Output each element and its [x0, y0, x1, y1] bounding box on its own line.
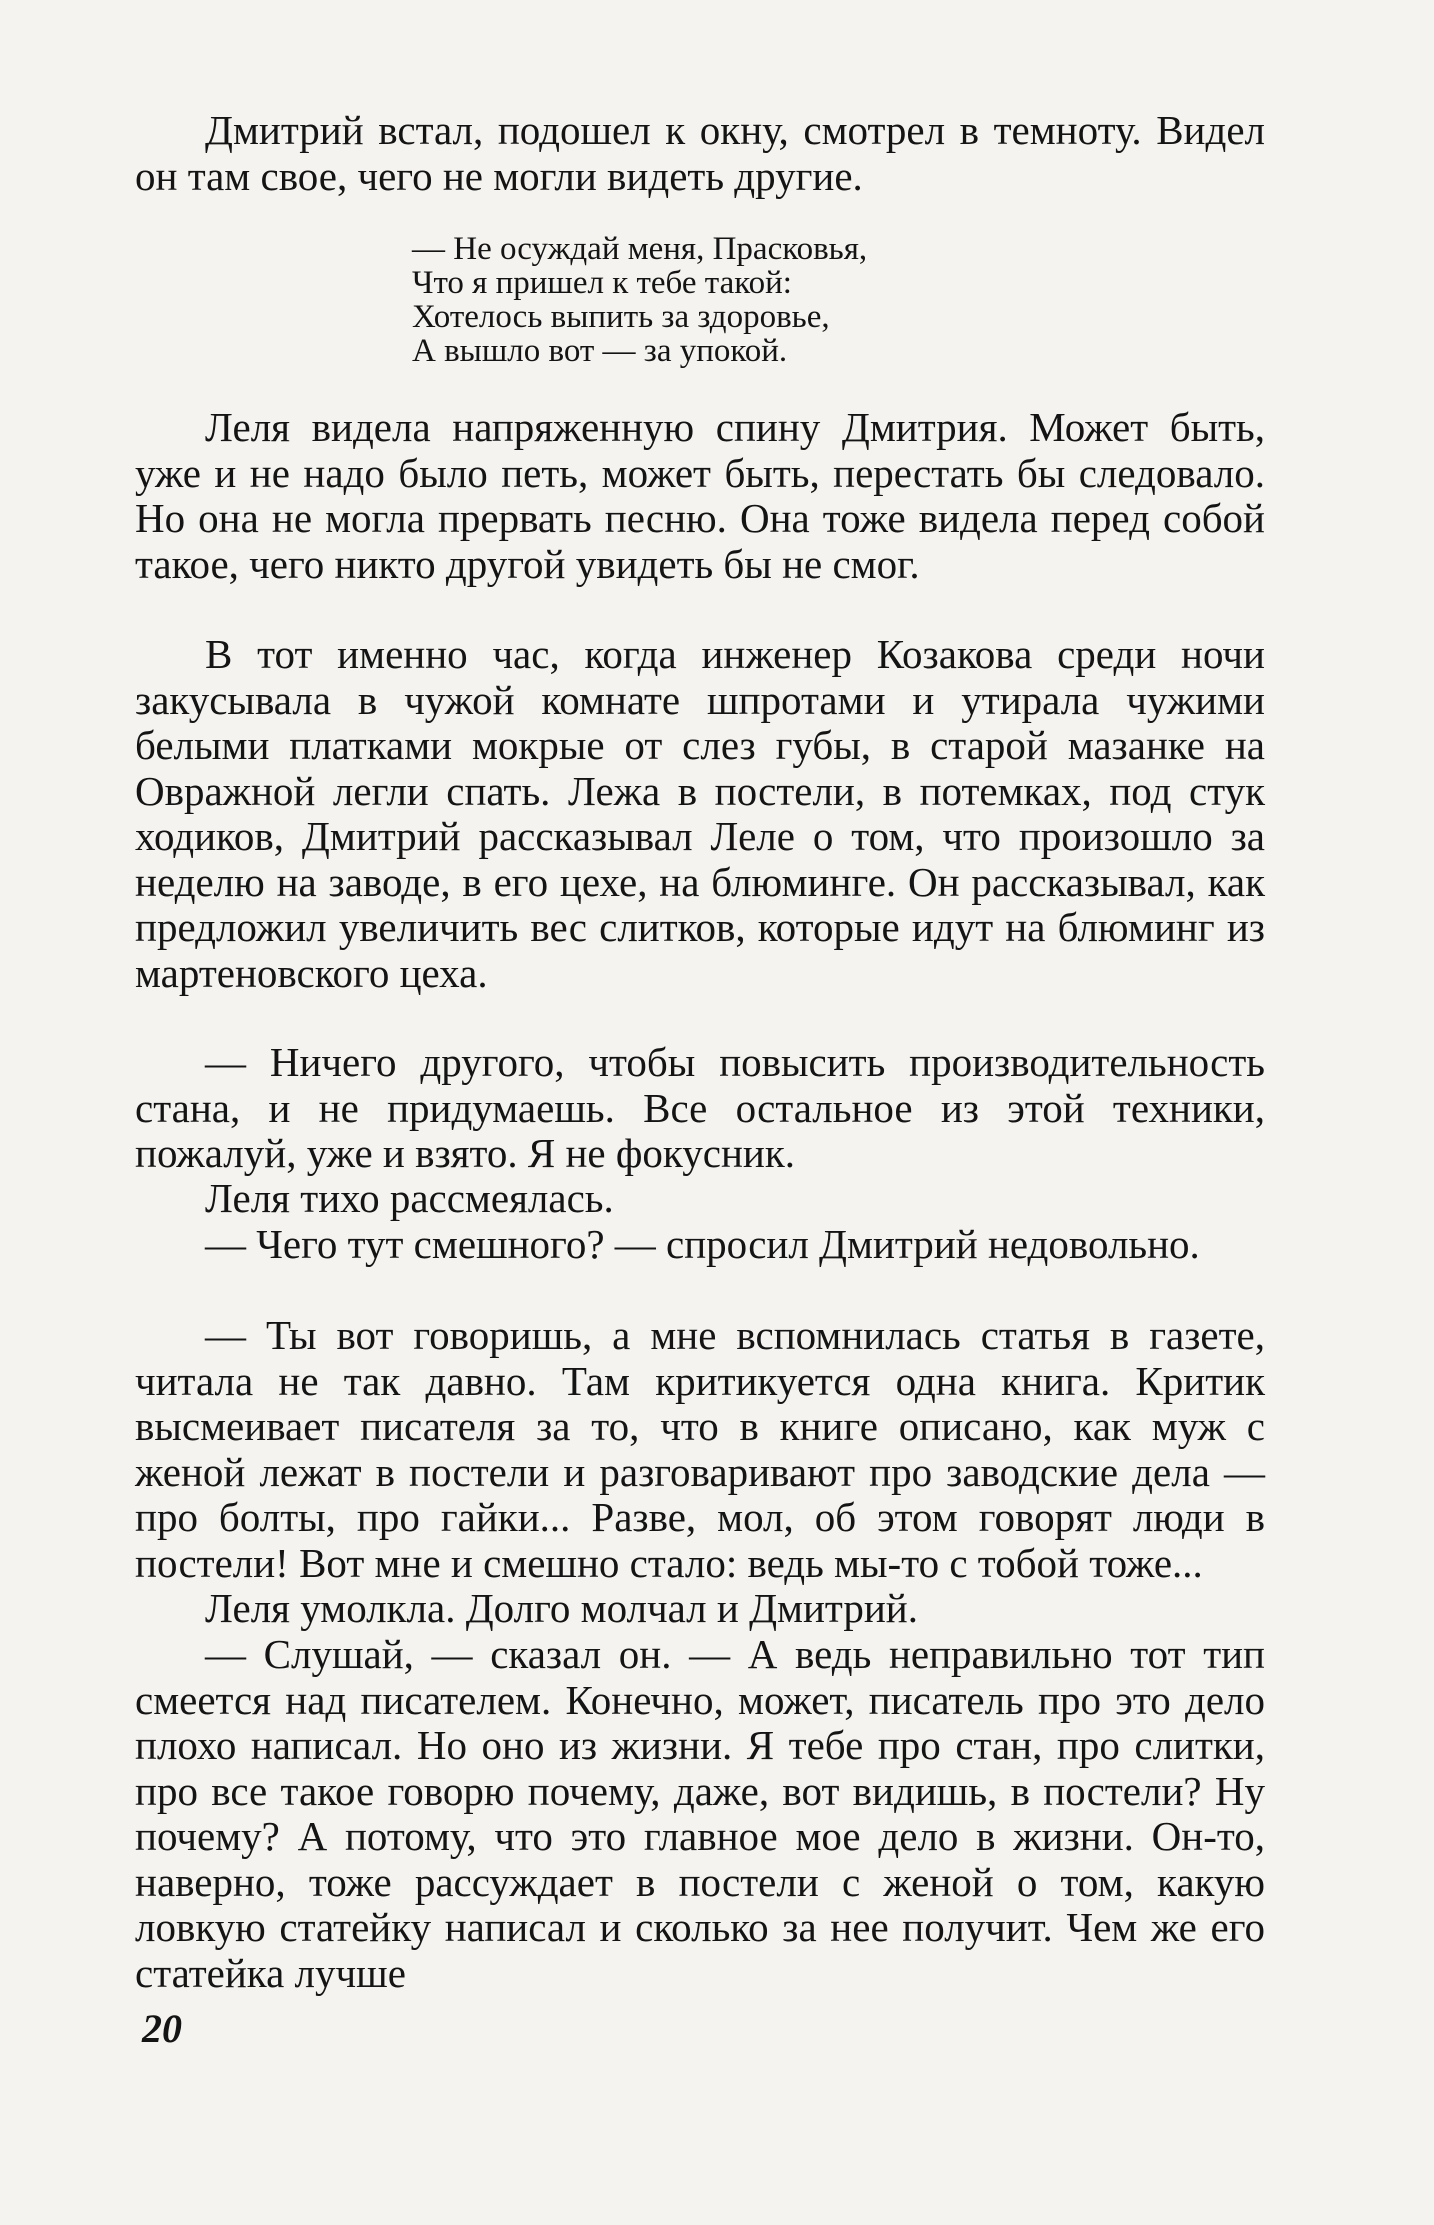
paragraph-whats-funny: — Чего тут смешного? — спросил Дмитрий недовольно. [205, 1221, 1200, 1267]
paragraph-lelya-laughed: Леля тихо рассмеялась. [205, 1175, 614, 1221]
verse-line: — Не осуждай меня, Прасковья, [412, 231, 868, 267]
paragraph-dmitry-window: Дмитрий встал, подошел к окну, смотрел в темноту. Видел он там свое, чего не могли видеть другие. [135, 107, 1265, 199]
paragraph-lelya-fell-silent: Леля умолкла. Долго молчал и Дмитрий. [205, 1585, 918, 1631]
verse-line: А вышло вот — за упокой. [412, 333, 788, 369]
verse-stanza [412, 232, 867, 368]
paragraph-newspaper-article: — Ты вот говоришь, а мне вспомнилась статья в газете, читала не так давно. Там критикуется одна книга. Критик высмеивает писателя за то, что в книге описано, как муж с женой лежат в постели и разговаривают про заводские дела — про болты, про гайки... Разве, мол, об этом говорят люди в постели! Вот мне и смешно стало: ведь мы-то с тобой тоже... [135, 1312, 1265, 1586]
paragraph-that-hour: В тот именно час, когда инженер Козакова среди ночи закусывала в чужой комнате шпротами и утирала чужими белыми платками мокрые от слез губы, в старой мазанке на Овражной легли спать. Лежа в постели, в потемках, под стук ходиков, Дмитрий рассказывал Леле о том, что произошло за неделю на заводе, в его цехе, на блюминге. Он рассказывал, как предложил увеличить вес слитков, которые идут на блюминг из мартеновского цеха. [135, 631, 1265, 996]
paragraph-listen: — Слушай, — сказал он. — А ведь неправильно тот тип смеется над писателем. Конечно, может, писатель про это дело плохо написал. Но оно из жизни. Я тебе про стан, про слитки, про все такое говорю почему, даже, вот видишь, в постели? Ну почему? А потому, что это главное мое дело в жизни. Он-то, наверно, тоже рассуждает в постели с женой о том, какую ловкую статейку написал и сколько за нее получит. Чем же его статейка лучше [135, 1631, 1265, 1996]
page-number: 20 [142, 2006, 182, 2051]
verse-line: Что я пришел к тебе такой: [412, 265, 792, 301]
paragraph-lelya-saw: Леля видела напряженную спину Дмитрия. Может быть, уже и не надо было петь, может быть, перестать бы следовало. Но она не могла прервать песню. Она тоже видела перед собой такое, чего никто другой увидеть бы не смог. [135, 404, 1265, 587]
verse-line: Хотелось выпить за здоровье, [412, 299, 830, 335]
paragraph-nothing-else: — Ничего другого, чтобы повысить производительность стана, и не придумаешь. Все остальное из этой техники, пожалуй, уже и взято. Я не фокусник. [135, 1039, 1265, 1176]
